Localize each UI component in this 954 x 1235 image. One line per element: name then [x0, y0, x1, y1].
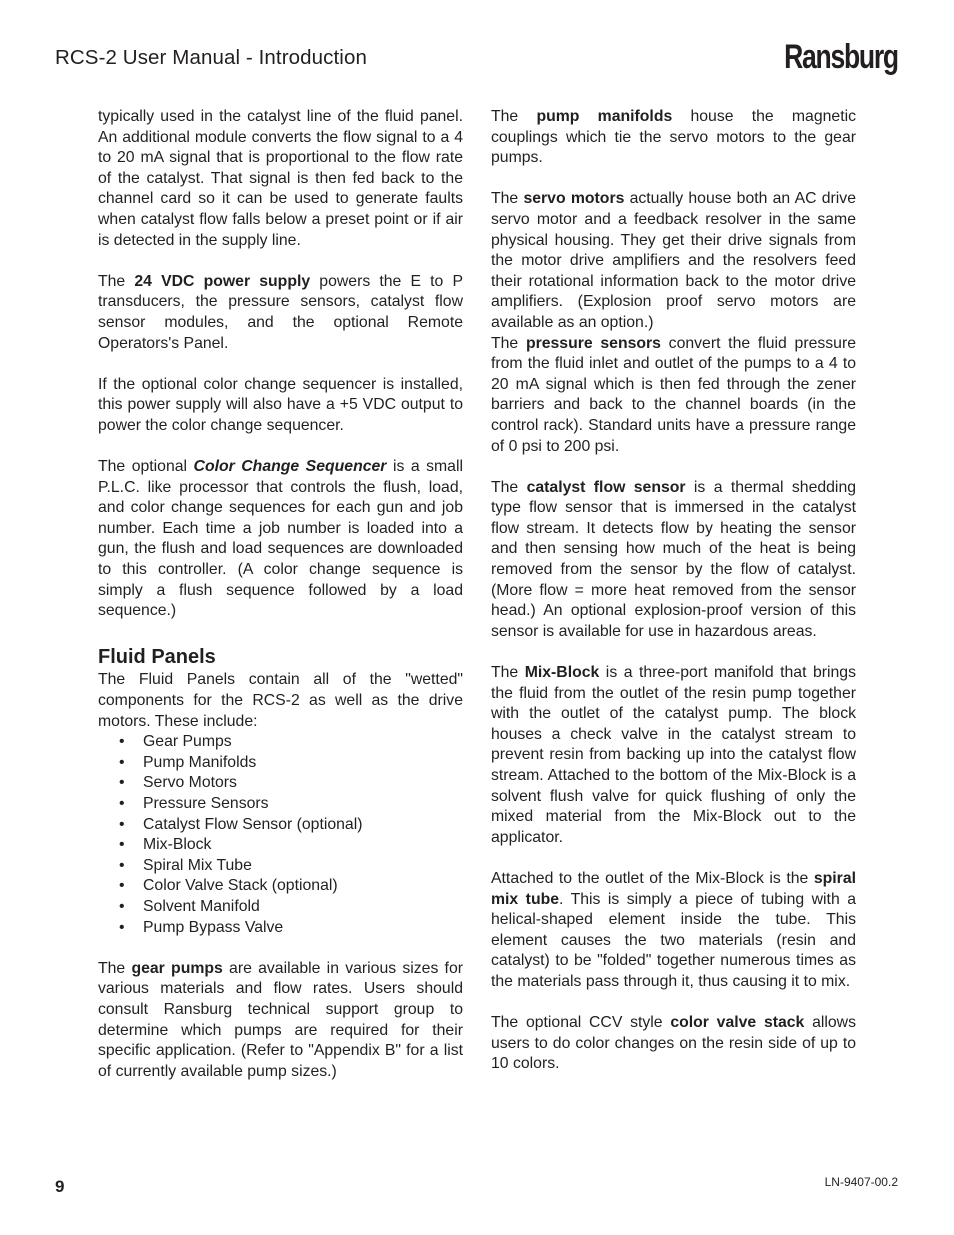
section-heading-fluid-panels: Fluid Panels: [98, 646, 216, 669]
term-servo-motors: servo motors: [523, 190, 625, 208]
brand-logo: Ransburg: [784, 38, 898, 76]
term-power-supply: 24 VDC power supply: [134, 272, 311, 290]
term-spiral-mix-tube: spiral mix tube: [491, 869, 856, 908]
right-column: [491, 107, 856, 1096]
paragraph-spiral-mix-tube: Attached to the outlet of the Mix-Block is the spiral mix tube. This is simply a piece of tubing with a helical-shaped element inside the tube. This element causes the two materials (resin and catalyst) to be "folded" together numerous times as the materials pass through it, thus causing it to mix.: [491, 869, 856, 990]
paragraph-catalyst-module: typically used in the catalyst line of the fluid panel. An additional module converts the flow signal to a 4 to 20 mA signal that is proportional to the flow rate of the catalyst. That signal is then fed back to the channel card so it can be used to generate faults when catalyst flow falls below a preset point or if air is detected in the supply line.: [98, 108, 463, 249]
term-catalyst-flow-sensor: catalyst flow sensor: [526, 478, 686, 496]
term-mix-block: Mix-Block: [524, 664, 600, 682]
list-item: • Pump Manifolds: [119, 753, 463, 774]
header-title: RCS-2 User Manual - Introduction: [55, 46, 367, 69]
list-item: • Gear Pumps: [119, 732, 463, 753]
paragraph-pump-manifolds: The pump manifolds house the magnetic couplings which tie the servo motors to the gear pumps.: [491, 108, 856, 167]
list-item: • Catalyst Flow Sensor (optional): [119, 815, 463, 836]
term-gear-pumps: gear pumps: [131, 959, 223, 977]
term-pressure-sensors: pressure sensors: [525, 334, 661, 352]
list-item: • Color Valve Stack (optional): [119, 876, 463, 897]
list-item: • Spiral Mix Tube: [119, 856, 463, 877]
list-item: • Servo Motors: [119, 773, 463, 794]
term-color-valve-stack: color valve stack: [670, 1014, 805, 1032]
component-list: [98, 732, 463, 938]
term-pump-manifolds: pump manifolds: [536, 108, 673, 125]
list-item: • Pressure Sensors: [119, 794, 463, 815]
paragraph-servo-motors: The servo motors actually house both an AC drive servo motor and a feedback resolver in the same physical housing. They get their drive signals from the motor drive amplifiers and the resolvers feed their rotational information back to the motor drive amplifiers. (Explosion proof servo motors are available as an option.): [491, 190, 856, 331]
term-color-change-sequencer: Color Change Sequencer: [193, 458, 387, 476]
left-column: [98, 107, 463, 1103]
page-number: 9: [55, 1177, 65, 1196]
paragraph-color-change-sequencer: The optional Color Change Sequencer is a small P.L.C. like processor that controls the flush, load, and color change sequences for each gun and job number. Each time a job number is loaded into a gun, the flush and load sequences are downloaded to this controller. (A color change sequence is simply a flush sequence followed by a load sequence.): [98, 458, 463, 620]
paragraph-color-valve-stack: The optional CCV style color valve stack allows users to do color changes on the resin side of up to 10 colors.: [491, 1014, 856, 1073]
paragraph-power-supply: The 24 VDC power supply powers the E to P transducers, the pressure sensors, catalyst flow sensor modules, and the optional Remote Operators's Panel.: [98, 272, 463, 352]
list-item: • Solvent Manifold: [119, 897, 463, 918]
paragraph-mix-block: The Mix-Block is a three-port manifold that brings the fluid from the outlet of the resin pump together with the outlet of the catalyst pump. The block houses a check valve in the catalyst stream to prevent resin from backing up into the catalyst flow stream. Attached to the bottom of the Mix-Block is a solvent flush valve for quick flushing of only the mixed material from the Mix-Block out to the applicator.: [491, 664, 856, 846]
paragraph-gear-pumps: The gear pumps are available in various sizes for various materials and flow rates. Users should consult Ransburg technical support group to determine which pumps are required for their specific application. (Refer to "Appendix B" for a list of currently available pump sizes.): [98, 959, 463, 1080]
paragraph-power-supply-option: If the optional color change sequencer is installed, this power supply will also have a +5 VDC output to power the color change sequencer.: [98, 375, 463, 434]
list-item: • Mix-Block: [119, 835, 463, 856]
paragraph-catalyst-flow-sensor: The catalyst flow sensor is a thermal shedding type flow sensor that is immersed in the catalyst flow stream. It detects flow by heating the sensor and then sensing how much of the heat is being removed from the sensor by the flow of catalyst. (More flow = more heat removed from the sensor head.) An optional explosion-proof version of this sensor is available for use in hazardous areas.: [491, 478, 857, 640]
paragraph-fluid-panels-intro: The Fluid Panels contain all of the "wetted" components for the RCS-2 as well as the drive motors. These include:: [98, 671, 463, 730]
list-item: • Pump Bypass Valve: [119, 918, 463, 939]
paragraph-pressure-sensors: The pressure sensors convert the fluid pressure from the fluid inlet and outlet of the pumps to a 4 to 20 mA signal which is then fed through the zener barriers and back to the channel boards (in the control rack). Standard units have a pressure range of 0 psi to 200 psi.: [491, 334, 856, 455]
document-number: LN-9407-00.2: [824, 1175, 898, 1189]
